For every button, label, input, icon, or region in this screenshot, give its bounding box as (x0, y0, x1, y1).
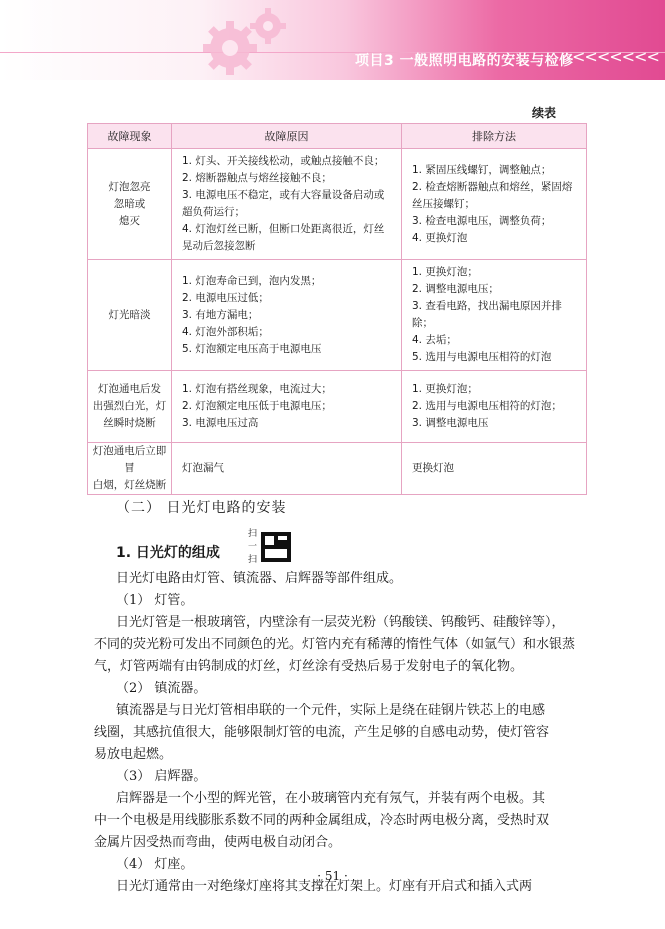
paragraph-line: 易放电起燃。 (94, 747, 173, 762)
cause-item: 4. 灯泡灯丝已断，但断口处距离很近，灯丝晃动后忽接忽断 (182, 223, 385, 252)
continued-label: 续表 (532, 106, 557, 120)
remedy-cell (402, 443, 587, 495)
cause-cell (172, 260, 402, 371)
remedy-item: 1. 紧固压线螺钉，调整触点； (412, 163, 552, 176)
remedy-item: 2. 选用与电源电压相符的灯泡； (412, 400, 562, 412)
phenomenon-line: 白烟，灯丝烧断 (92, 479, 167, 491)
remedy-item: 4. 去垢； (412, 334, 457, 346)
body-text (94, 568, 590, 898)
header-cause: 故障原因 (172, 124, 402, 149)
scan-label: 一 (248, 542, 258, 552)
paragraph-line: （2） 镇流器。 (116, 681, 207, 696)
paragraph-line: 日光灯管是一根玻璃管，内壁涂有一层荧光粉（钨酸镁、钨酸钙、硅酸锌等）， (116, 615, 565, 630)
scan-qr-code[interactable] (248, 529, 294, 565)
paragraph-line: 不同的荧光粉可发出不同颜色的光。灯管内充有稀薄的惰性气体（如氩气）和水银蒸 (94, 637, 576, 652)
phenomenon-cell (88, 260, 172, 371)
cause-item: 4. 灯泡外部积垢； (182, 325, 269, 338)
paragraph-line: 日光灯通常由一对绝缘灯座将其支撑在灯架上。灯座有开启式和插入式两 (116, 879, 533, 894)
cause-item: 2. 电源电压过低； (182, 291, 269, 304)
phenomenon-line: 忽暗或 (113, 197, 146, 210)
remedy-item: 5. 选用与电源电压相符的灯泡 (412, 351, 552, 363)
header-title: 项目3 一般照明电路的安装与检修 (355, 53, 574, 69)
fault-table (87, 123, 587, 495)
subsection-title: 1. 日光灯的组成 (116, 545, 220, 561)
remedy-cell (402, 371, 587, 443)
remedy-item: 1. 更换灯泡； (412, 383, 478, 395)
cause-item: 5. 灯泡额定电压高于电源电压 (182, 342, 322, 355)
paragraph-line: （3） 启辉器。 (116, 769, 207, 784)
phenomenon-line: 灯泡忽亮 (108, 180, 151, 193)
scan-label: 扫 (248, 529, 258, 539)
paragraph-line: 日光灯电路由灯管、镇流器、启辉器等部件组成。 (116, 571, 403, 586)
header-remedy: 排除方法 (402, 124, 587, 149)
scan-label: 扫 (248, 555, 258, 565)
table-row (88, 149, 587, 260)
paragraph-line: 镇流器是与日光灯管相串联的一个元件，实际上是绕在硅钢片铁芯上的电感 (116, 703, 546, 718)
cause-item: 2. 熔断器触点与熔丝接触不良； (182, 172, 332, 184)
section-title: （二） 日光灯电路的安装 (116, 500, 287, 516)
phenomenon-cell (88, 149, 172, 260)
phenomenon-cell (88, 443, 172, 495)
cause-cell (172, 371, 402, 443)
paragraph-line: 中一个电极是用线膨胀系数不同的两种金属组成，冷态时两电极分离，受热时双 (94, 813, 550, 828)
cause-cell (172, 443, 402, 495)
paragraph-line: 线圈，其感抗值很大，能够限制灯管的电流，产生足够的自感电动势，使灯管容 (94, 725, 550, 740)
cause-item: 3. 电源电压不稳定，或有大容量设备启动或超负荷运行； (182, 189, 385, 218)
table-row (88, 260, 587, 371)
cause-item: 1. 灯泡有搭丝现象，电流过大； (182, 383, 332, 395)
cause-item: 1. 灯头、开关接线松动，或触点接触不良； (182, 155, 385, 167)
phenomenon-line: 灯光暗淡 (108, 308, 151, 321)
phenomenon-line: 灯泡通电后发 (98, 383, 161, 395)
remedy-item: 2. 调整电源电压； (412, 283, 499, 295)
chevrons-decoration: <<<<<<< (572, 47, 659, 66)
phenomenon-line: 出强烈白光，灯 (92, 400, 167, 412)
phenomenon-line: 灯泡通电后立即冒 (92, 445, 167, 474)
table-row (88, 443, 587, 495)
phenomenon-line: 丝瞬时烧断 (103, 417, 156, 429)
gears-icon (190, 6, 300, 78)
paragraph-line: （1） 灯管。 (116, 593, 194, 608)
table-row (88, 371, 587, 443)
remedy-item: 4. 更换灯泡 (412, 231, 468, 244)
cause-item: 3. 电源电压过高 (182, 417, 259, 429)
page-header (0, 0, 665, 80)
cause-item: 1. 灯泡寿命已到，泡内发黑； (182, 274, 322, 287)
page-number: · 51 · (317, 869, 348, 883)
remedy-cell (402, 149, 587, 260)
remedy-item: 3. 检查电源电压，调整负荷； (412, 214, 552, 227)
phenomenon-cell (88, 371, 172, 443)
remedy-item: 3. 查看电路，找出漏电原因并排除； (412, 300, 562, 329)
paragraph-line: 气，灯管两端有由钨制成的灯丝，灯丝涂有受热后易于发射电子的氧化物。 (94, 659, 524, 674)
remedy-item: 1. 更换灯泡； (412, 266, 478, 278)
paragraph-line: 启辉器是一个小型的辉光管，在小玻璃管内充有氖气，并装有两个电极。其 (116, 791, 546, 806)
qr-code-icon (261, 532, 291, 562)
cause-cell (172, 149, 402, 260)
phenomenon-line: 熄灭 (119, 214, 140, 227)
remedy-item: 3. 调整电源电压 (412, 417, 489, 429)
cause-item: 3. 有地方漏电； (182, 308, 259, 321)
paragraph-line: （4） 灯座。 (116, 857, 194, 872)
remedy-cell (402, 260, 587, 371)
cause-item: 灯泡漏气 (182, 462, 224, 474)
remedy-item: 2. 检查熔断器触点和熔丝，紧固熔丝压接螺钉； (412, 180, 573, 210)
header-phenomenon: 故障现象 (88, 124, 172, 149)
cause-item: 2. 灯泡额定电压低于电源电压； (182, 400, 332, 412)
table-header-row (88, 124, 587, 149)
remedy-item: 更换灯泡 (412, 462, 454, 474)
paragraph-line: 金属片因受热而弯曲，使两电极自动闭合。 (94, 835, 342, 850)
